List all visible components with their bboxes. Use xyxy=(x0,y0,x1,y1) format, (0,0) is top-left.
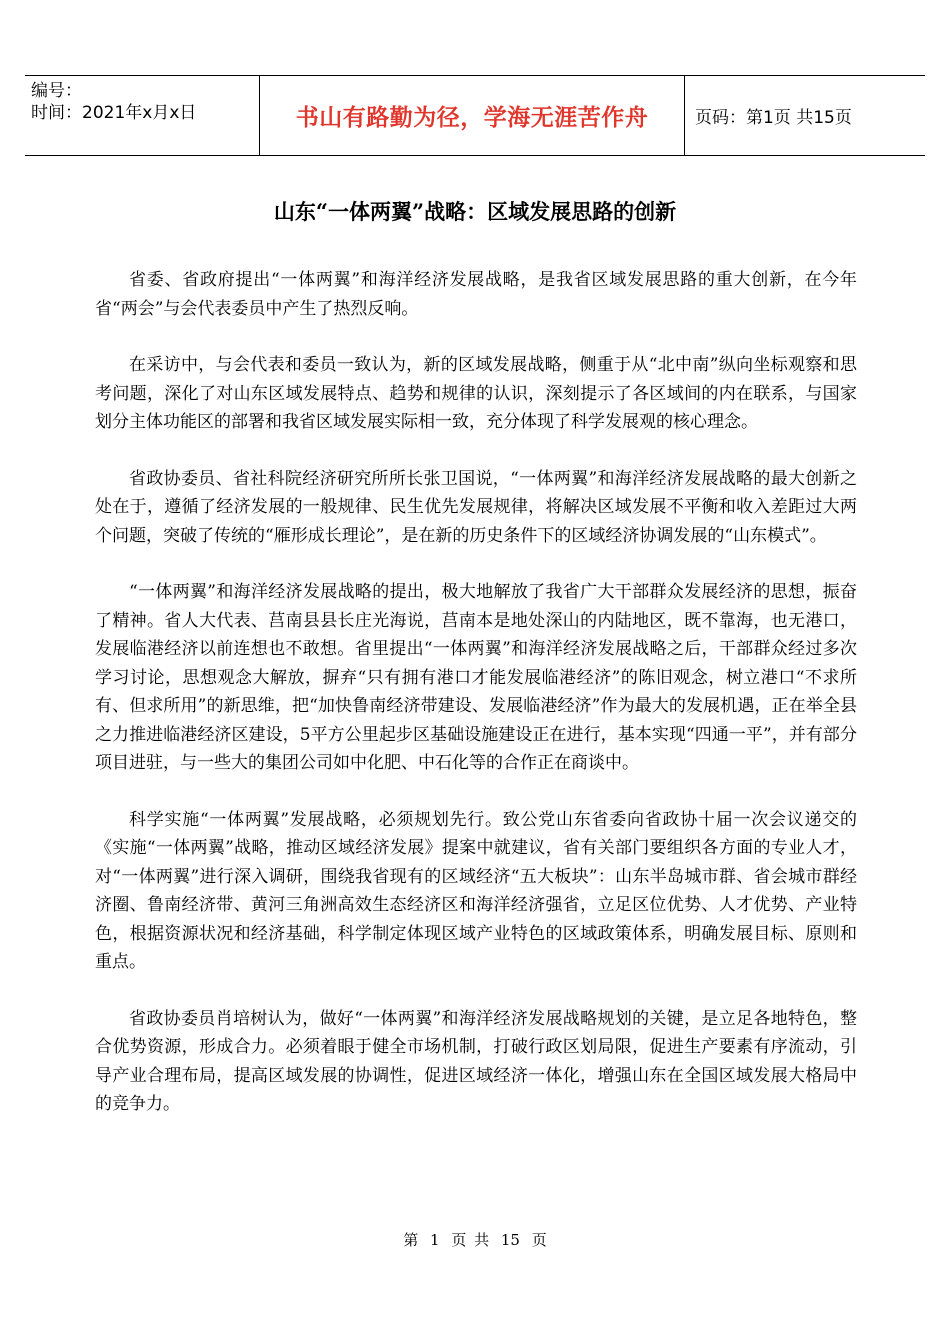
footer-page-suffix: 页 xyxy=(531,1231,547,1249)
paragraph: 省委、省政府提出“一体两翼”和海洋经济发展战略，是我省区域发展思路的重大创新，在今年省“两会”与会代表委员中产生了热烈反响。 xyxy=(95,270,857,319)
document-title: 山东“一体两翼”战略：区域发展思路的创新 xyxy=(273,199,677,224)
header-page-info: 页码：第1页 共15页 xyxy=(685,76,926,156)
header-table xyxy=(25,75,925,156)
footer-page-prefix: 第 xyxy=(403,1231,419,1249)
serial-number-label: 编号： xyxy=(31,81,82,101)
paragraph: 在采访中，与会代表和委员一致认为，新的区域发展战略，侧重于从“北中南”纵向坐标观察和思考问题，深化了对山东区域发展特点、趋势和规律的认识，深刻提示了各区域间的内在联系，与国家划分主体功能区的部署和我省区域发展实际相一致，充分体现了科学发展观的核心理念。 xyxy=(95,355,857,432)
header-motto: 书山有路勤为径，学海无涯苦作舟 xyxy=(260,76,685,156)
paragraph: 省政协委员、省社科院经济研究所所长张卫国说，“一体两翼”和海洋经济发展战略的最大创新之处在于，遵循了经济发展的一般规律、民生优先发展规律，将解决区域发展不平衡和收入差距过大两个问题，突破了传统的“雁形成长理论”，是在新的历史条件下的区域经济协调发展的“山东模式”。 xyxy=(95,468,857,546)
time-label: 时间：2021年x月x日 xyxy=(31,103,197,123)
paragraph: 科学实施“一体两翼”发展战略，必须规划先行。致公党山东省委向省政协十届一次会议递交的《实施“一体两翼”战略，推动区域经济发展》提案中就建议，省有关部门要组织各方面的专业人才，对“一体两翼”进行深入调研，围绕我省现有的区域经济“五大板块”：山东半岛城市群、省会城市群经济圈、鲁南经济带、黄河三角洲高效生态经济区和海洋经济强省，立足区位优势、人才优势、产业特色，根据资源状况和经济基础，科学制定体现区域产业特色的区域政策体系，明确发展目标、原则和重点。 xyxy=(95,809,857,972)
document-body xyxy=(95,266,857,1147)
page-footer xyxy=(0,1229,950,1250)
paragraph: “一体两翼”和海洋经济发展战略的提出，极大地解放了我省广大干部群众发展经济的思想，振奋了精神。省人大代表、莒南县县长庄光海说，莒南本是地处深山的内陆地区，既不靠海，也无港口，发展临港经济以前连想也不敢想。省里提出“一体两翼”和海洋经济发展战略之后，干部群众经过多次学习讨论，思想观念大解放，摒弃“只有拥有港口才能发展临港经济”的陈旧观念，树立港口“不求所有、但求所用”的新思维，把“加快鲁南经济带建设、发展临港经济”作为最大的发展机遇，正在举全县之力推进临港经济区建设，5平方公里起步区基础设施建设正在进行，基本实现“四通一平”，并有部分项目进驻，与一些大的集团公司如中化肥、中石化等的合作正在商谈中。 xyxy=(95,582,857,773)
paragraph: 省政协委员肖培树认为，做好“一体两翼”和海洋经济发展战略规划的关键，是立足各地特色，整合优势资源，形成合力。必须着眼于健全市场机制，打破行政区划局限，促进生产要素有序流动，引导产业合理布局，提高区域发展的协调性，促进区域经济一体化，增强山东在全国区域发展大格局中的竞争力。 xyxy=(95,1008,857,1114)
header-meta-cell xyxy=(25,76,260,156)
footer-page-total: 15 xyxy=(500,1231,520,1249)
footer-page-current: 1 xyxy=(430,1231,440,1249)
footer-page-mid: 页 共 xyxy=(451,1231,490,1249)
